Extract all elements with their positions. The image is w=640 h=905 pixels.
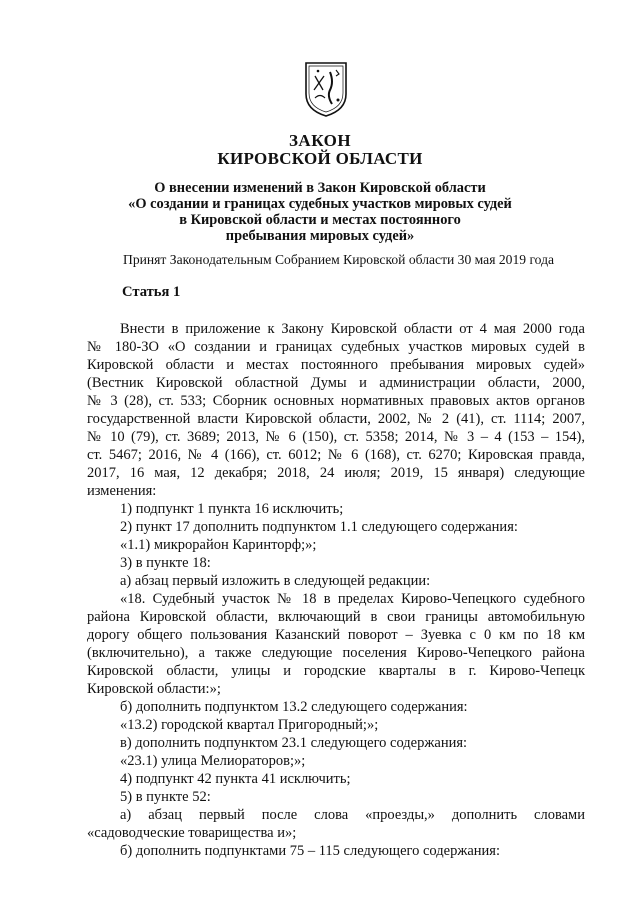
body-text-line: «13.2) городской квартал Пригородный;»; [120, 717, 379, 733]
law-heading: ЗАКОН [288, 131, 352, 150]
body-text-line: «1.1) микрорайон Каринторф;»; [120, 537, 317, 553]
coat-of-arms-emblem-icon [303, 60, 349, 118]
body-text-line: 5) в пункте 52: [120, 789, 211, 805]
body-text-line: Кировской области и местах постоянного пребывания мировых судей» [87, 357, 585, 373]
subtitle-line: О внесении изменений в Закон Кировской области [154, 180, 486, 196]
adoption-note: Принят Законодательным Собранием Кировской области 30 мая 2019 года [123, 252, 555, 267]
body-text-line: Кировской области, улицы и городские кварталы в г. Кирово-Чепецк [87, 663, 585, 679]
law-subtitle [0, 180, 640, 244]
body-text-line: № 10 (79), ст. 3689; 2013, № 6 (150), ст. 5358; 2014, № 3 – 4 (153 – 154), [87, 429, 585, 445]
body-text-line: 2) пункт 17 дополнить подпунктом 1.1 следующего содержания: [120, 519, 518, 535]
body-text-line: «18. Судебный участок № 18 в пределах Кирово-Чепецкого судебного [120, 591, 585, 607]
body-text-line: Внести в приложение к Закону Кировской области от 4 мая 2000 года [120, 321, 585, 337]
body-text-line: «садоводческие товарищества и»; [87, 825, 297, 841]
body-text-line: б) дополнить подпунктом 13.2 следующего содержания: [120, 699, 468, 715]
body-text-line: изменения: [87, 483, 157, 499]
body-text-line: в) дополнить подпунктом 23.1 следующего содержания: [120, 735, 468, 751]
region-heading: КИРОВСКОЙ ОБЛАСТИ [217, 149, 423, 168]
body-text-line: государственной власти Кировской области, 2002, № 2 (41), ст. 1114; 2007, [87, 411, 585, 427]
body-text-line: района Кировской области, включающий в свои границы автомобильную [87, 609, 585, 625]
article-body [87, 320, 585, 860]
body-text-line: № 180-ЗО «О создании и границах судебных участков мировых судей в [87, 339, 585, 355]
body-text-line: (Вестник Кировской областной Думы и администрации области, 2000, [87, 375, 585, 391]
body-text-line: (включительно), а также следующие поселения Кирово-Чепецкого района [87, 645, 585, 661]
body-text-line: 2017, 16 мая, 12 декабря; 2018, 24 июля; 2019, 15 января) следующие [87, 465, 585, 481]
subtitle-line: в Кировской области и местах постоянного [179, 212, 461, 228]
subtitle-line: «О создании и границах судебных участков мировых судей [128, 196, 512, 212]
body-text-line: № 3 (28), ст. 533; Сборник основных нормативных правовых актов органов [87, 393, 585, 409]
article-title: Статья 1 [122, 284, 181, 300]
body-text-line: 4) подпункт 42 пункта 41 исключить; [120, 771, 351, 787]
body-text-line: а) абзац первый изложить в следующей редакции: [120, 573, 431, 589]
body-text-line: «23.1) улица Мелиораторов;»; [120, 753, 306, 769]
subtitle-line: пребывания мировых судей» [225, 228, 415, 244]
body-text-line: 1) подпункт 1 пункта 16 исключить; [120, 501, 344, 517]
body-text-line: Кировской области:»; [87, 681, 221, 697]
body-text-line: а) абзац первый после слова «проезды,» дополнить словами [120, 807, 585, 823]
body-text-line: дорогу общего пользования Казанский поворот – Зуевка с 0 км по 18 км [87, 627, 585, 643]
body-text-line: ст. 5467; 2016, № 4 (166), ст. 6012; № 6 (168), ст. 6270; Кировская правда, [87, 447, 585, 463]
body-text-line: 3) в пункте 18: [120, 555, 211, 571]
body-text-line: б) дополнить подпунктами 75 – 115 следующего содержания: [120, 843, 500, 859]
